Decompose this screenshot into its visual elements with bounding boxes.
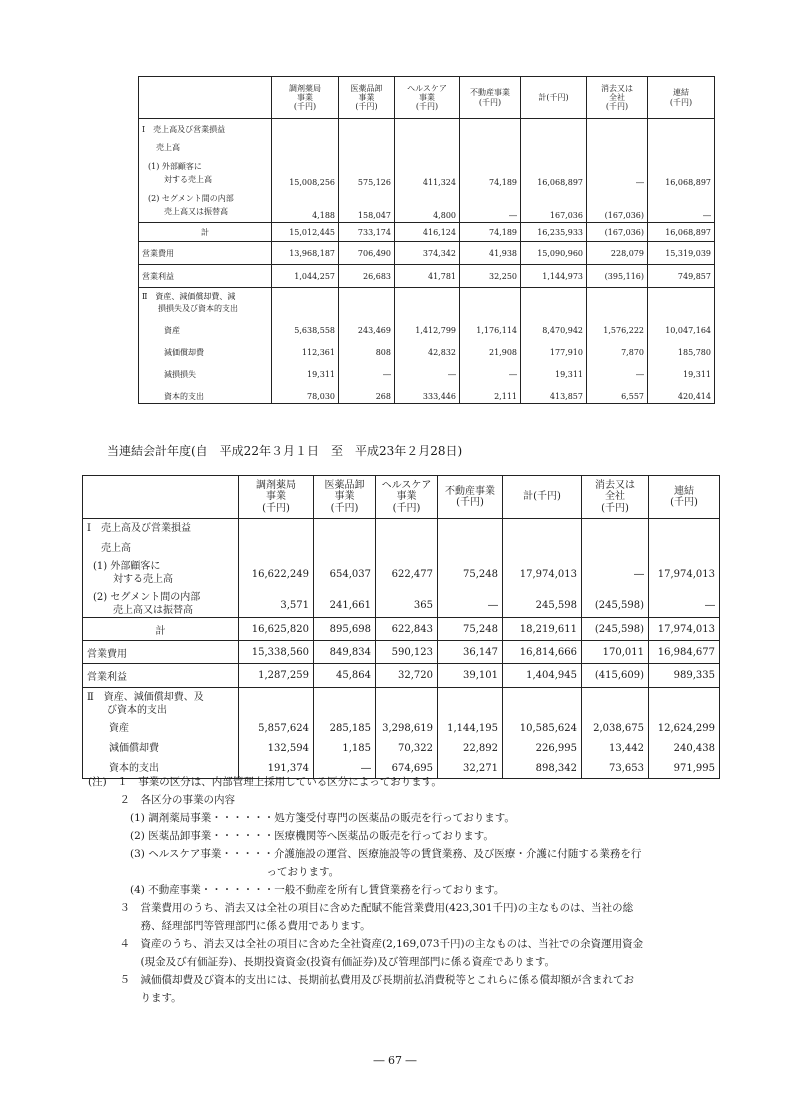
opinc-label: 営業利益	[83, 664, 239, 688]
value-cell: 16,068,897 ―	[648, 119, 715, 223]
value-cell: 16,068,897	[648, 223, 715, 242]
header-cell: 調剤薬局 事業 (千円)	[239, 476, 314, 519]
note-line: ３ 営業費用のうち、消去又は全社の項目に含めた配賦不能営業費用(423,301千円)の主なものは、当社の総	[88, 902, 634, 914]
value-cell: 15,012,445	[272, 223, 339, 242]
total-label: 計	[83, 618, 239, 641]
header-cell: 不動産事業 (千円)	[438, 476, 503, 519]
section-label: Ⅰ 売上高及び営業損益	[87, 523, 191, 534]
sales-label: 売上高	[101, 543, 131, 554]
table-header-row	[139, 77, 715, 119]
capex-label: 資本的支出	[109, 763, 159, 774]
value-cell: 1,176,114 21,908 ― 2,111	[460, 288, 521, 404]
table-row	[83, 688, 720, 779]
value-cell: 285,185 1,185 ―	[314, 688, 376, 779]
table-row	[83, 641, 720, 664]
value-cell: 45,864	[314, 664, 376, 688]
value-cell: 10,047,164 185,780 19,311 420,414	[648, 288, 715, 404]
value-cell: 32,250	[460, 265, 521, 288]
value-cell: 41,938	[460, 242, 521, 265]
opex-label: 営業費用	[139, 242, 272, 265]
value-cell: 13,968,187	[272, 242, 339, 265]
total-label: 計	[139, 223, 272, 242]
value-cell: 26,683	[339, 265, 395, 288]
header-cell: 不動産事業 (千円)	[460, 77, 521, 119]
note-line: (2) 医薬品卸事業・・・・・・医療機関等へ医薬品の販売を行っております。	[88, 830, 494, 842]
table-row	[83, 519, 720, 618]
value-cell: 18,219,611	[503, 618, 582, 641]
row-label-group	[139, 119, 272, 223]
depreciation-label: 減価償却費	[164, 348, 204, 357]
table-row	[139, 242, 715, 265]
value-cell: 1,404,945	[503, 664, 582, 688]
fiscal-period-caption: 当連結会計年度(自 平成22年３月１日 至 平成23年２月28日)	[107, 444, 463, 458]
value-cell: 989,335	[649, 664, 720, 688]
header-cell: 連結 (千円)	[649, 476, 720, 519]
value-cell: 17,974,013 245,598	[503, 519, 582, 618]
value-cell: 1,576,222 7,870 ― 6,557	[587, 288, 648, 404]
value-cell: (395,116)	[587, 265, 648, 288]
row-label-group	[83, 519, 239, 618]
value-cell: 706,490	[339, 242, 395, 265]
note-line: ５ 減価償却費及び資本的支出には、長期前払費用及び長期前払消費税等とこれらに係る償却額が含まれてお	[88, 974, 634, 986]
value-cell: 16,625,820	[239, 618, 314, 641]
capex-label: 資本的支出	[164, 392, 204, 401]
value-cell: 411,324 4,800	[395, 119, 460, 223]
segment-table-current-year	[82, 475, 720, 779]
value-cell: 17,974,013	[649, 618, 720, 641]
value-cell: 16,622,249 3,571	[239, 519, 314, 618]
note-line: 務、経理部門等管理部門に係る費用であります。	[88, 920, 371, 932]
value-cell: 1,044,257	[272, 265, 339, 288]
value-cell: 733,174	[339, 223, 395, 242]
value-cell: 15,338,560	[239, 641, 314, 664]
value-cell: 228,079	[587, 242, 648, 265]
value-cell: 16,814,666	[503, 641, 582, 664]
value-cell: 74,189 ―	[460, 119, 521, 223]
section-label: Ⅱ 資産、減価償却費、減 損損失及び資本的支出	[142, 292, 238, 313]
value-cell: 32,720	[376, 664, 438, 688]
intersegment-sales-label: (2) セグメント間の内部 売上高又は振替高	[93, 592, 201, 616]
note-line: (現金及び有価証券)、長期投資資金(投資有価証券)及び管理部門に係る資産であります。	[88, 956, 556, 968]
intersegment-sales-label: (2) セグメント間の内部 売上高又は振替高	[148, 194, 234, 216]
note-line: ります。	[88, 992, 182, 1004]
value-cell: 8,470,942 177,910 19,311 413,857	[521, 288, 587, 404]
table-row	[83, 664, 720, 688]
table-row	[139, 119, 715, 223]
value-cell: 1,412,799 42,832 ― 333,446	[395, 288, 460, 404]
note-line: ２ 各区分の事業の内容	[88, 794, 235, 806]
value-cell: 74,189	[460, 223, 521, 242]
sales-label: 売上高	[156, 143, 180, 152]
value-cell: 170,011	[582, 641, 649, 664]
value-cell: 416,124	[395, 223, 460, 242]
impairment-label: 減損損失	[164, 370, 196, 379]
header-cell: 調剤薬局 事業 (千円)	[272, 77, 339, 119]
header-cell: 医薬品卸 事業 (千円)	[339, 77, 395, 119]
value-cell: (167,036)	[587, 223, 648, 242]
value-cell: 590,123	[376, 641, 438, 664]
value-cell: 3,298,619 70,322 674,695	[376, 688, 438, 779]
value-cell: 2,038,675 13,442 73,653	[582, 688, 649, 779]
value-cell: (245,598)	[582, 618, 649, 641]
value-cell: 622,477 365	[376, 519, 438, 618]
assets-label: 資産	[109, 723, 129, 734]
row-label-group	[139, 288, 272, 404]
value-cell: 749,857	[648, 265, 715, 288]
note-line: (注) １ 事業の区分は、内部管理上採用している区分によっております。	[88, 776, 442, 788]
value-cell: 622,843	[376, 618, 438, 641]
value-cell: 16,068,897 167,036	[521, 119, 587, 223]
external-sales-label: (1) 外部顧客に 対する売上高	[148, 162, 212, 184]
header-cell	[139, 77, 272, 119]
value-cell: 75,248	[438, 618, 503, 641]
note-line: (1) 調剤薬局事業・・・・・・処方箋受付専門の医薬品の販売を行っております。	[88, 812, 515, 824]
opinc-label: 営業利益	[139, 265, 272, 288]
value-cell: 75,248 ―	[438, 519, 503, 618]
value-cell: 41,781	[395, 265, 460, 288]
header-cell: 消去又は 全社 (千円)	[582, 476, 649, 519]
section-label: Ⅰ 売上高及び営業損益	[142, 125, 226, 134]
footnotes	[88, 773, 728, 1007]
value-cell: 16,235,933	[521, 223, 587, 242]
value-cell: 36,147	[438, 641, 503, 664]
header-cell: 医薬品卸 事業 (千円)	[314, 476, 376, 519]
value-cell: 243,469 808 ― 268	[339, 288, 395, 404]
opex-label: 営業費用	[83, 641, 239, 664]
value-cell: 17,974,013 ―	[649, 519, 720, 618]
value-cell: 575,126 158,047	[339, 119, 395, 223]
value-cell: 5,857,624 132,594 191,374	[239, 688, 314, 779]
value-cell: 10,585,624 226,995 898,342	[503, 688, 582, 779]
value-cell: ― (245,598)	[582, 519, 649, 618]
value-cell: 15,090,960	[521, 242, 587, 265]
header-cell: 連結 (千円)	[648, 77, 715, 119]
value-cell: 654,037 241,661	[314, 519, 376, 618]
header-cell: 計(千円)	[503, 476, 582, 519]
assets-label: 資産	[164, 326, 180, 335]
table-row	[139, 223, 715, 242]
table-row	[83, 618, 720, 641]
value-cell: 849,834	[314, 641, 376, 664]
value-cell: 1,144,195 22,892 32,271	[438, 688, 503, 779]
row-label-group	[83, 688, 239, 779]
section-label: Ⅱ 資産、減価償却費、及 び資本的支出	[87, 692, 204, 716]
value-cell: 39,101	[438, 664, 503, 688]
value-cell: 15,319,039	[648, 242, 715, 265]
external-sales-label: (1) 外部顧客に 対する売上高	[93, 561, 173, 585]
note-line: っております。	[88, 866, 340, 878]
header-cell: ヘルスケア 事業 (千円)	[395, 77, 460, 119]
page-number: ― 67 ―	[373, 1054, 417, 1067]
value-cell: 895,698	[314, 618, 376, 641]
table-row	[139, 288, 715, 404]
value-cell: 15,008,256 4,188	[272, 119, 339, 223]
value-cell: 16,984,677	[649, 641, 720, 664]
table-row	[139, 265, 715, 288]
table-header-row	[83, 476, 720, 519]
value-cell: 1,144,973	[521, 265, 587, 288]
segment-table-prior-year	[138, 76, 715, 404]
depreciation-label: 減価償却費	[109, 743, 159, 754]
note-line: (3) ヘルスケア事業・・・・・介護施設の運営、医療施設等の賃貸業務、及び医療・介護に付随する業務を行	[88, 848, 642, 860]
value-cell: (415,609)	[582, 664, 649, 688]
header-cell: 計(千円)	[521, 77, 587, 119]
value-cell: ― (167,036)	[587, 119, 648, 223]
value-cell: 374,342	[395, 242, 460, 265]
value-cell: 1,287,259	[239, 664, 314, 688]
value-cell: 5,638,558 112,361 19,311 78,030	[272, 288, 339, 404]
note-line: (4) 不動産事業・・・・・・・一般不動産を所有し賃貸業務を行っております。	[88, 884, 505, 896]
note-line: ４ 資産のうち、消去又は全社の項目に含めた全社資産(2,169,073千円)の主なものは、当社での余資運用資金	[88, 938, 644, 950]
header-cell	[83, 476, 239, 519]
header-cell: ヘルスケア 事業 (千円)	[376, 476, 438, 519]
value-cell: 12,624,299 240,438 971,995	[649, 688, 720, 779]
header-cell: 消去又は 全社 (千円)	[587, 77, 648, 119]
